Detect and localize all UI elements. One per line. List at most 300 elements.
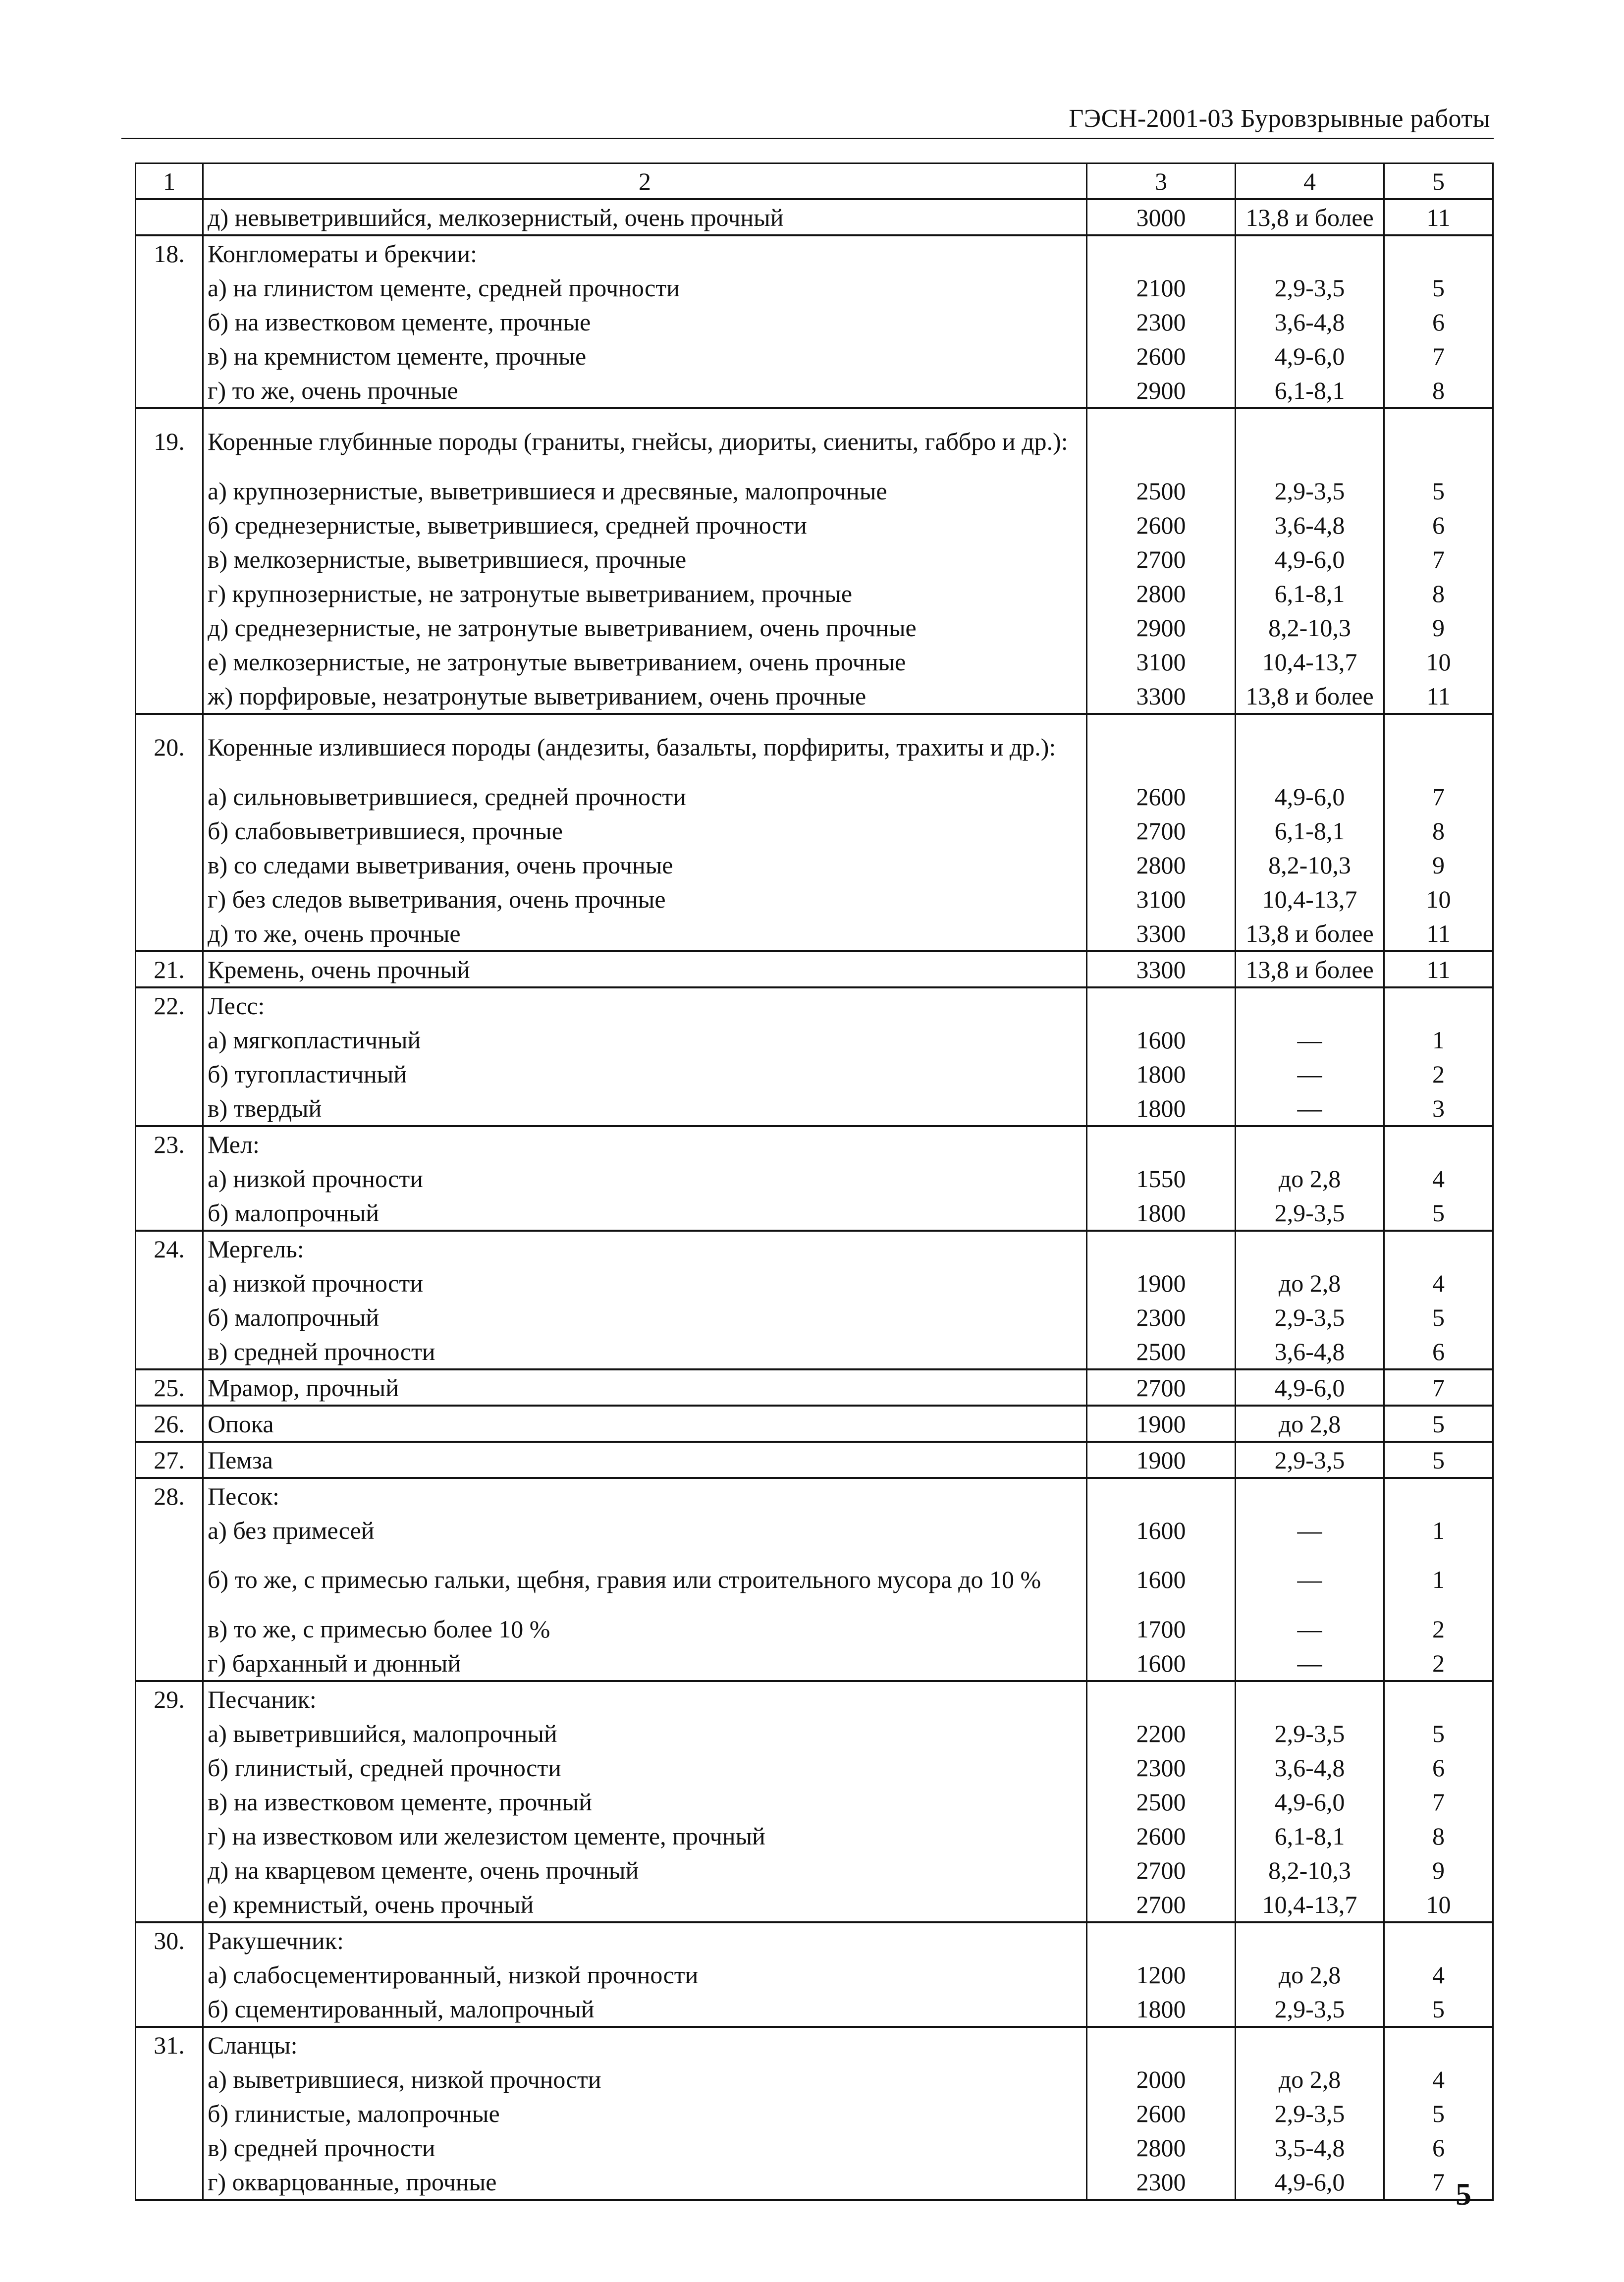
row-col3-cell: 1550 <box>1087 1161 1236 1195</box>
row-col4-cell <box>1236 2027 1384 2062</box>
row-col3-cell: 3300 <box>1087 951 1236 987</box>
row-description-cell: г) без следов выветривания, очень прочные <box>203 882 1087 916</box>
row-col3-cell: 2600 <box>1087 2096 1236 2130</box>
row-description-cell: а) без примесей <box>203 1513 1087 1547</box>
row-col5-cell: 4 <box>1384 1161 1493 1195</box>
row-description-cell: Коренные глубинные породы (граниты, гнейсы, диориты, сиениты, габбро и др.): <box>203 408 1087 474</box>
row-col3-cell <box>1087 714 1236 779</box>
column-header-5: 5 <box>1384 163 1493 200</box>
row-col3-cell: 2500 <box>1087 1334 1236 1369</box>
table-row <box>136 916 1493 951</box>
row-number-cell <box>136 508 203 542</box>
row-description-cell: б) среднезернистые, выветрившиеся, средней прочности <box>203 508 1087 542</box>
row-description-cell: а) выветрившийся, малопрочный <box>203 1716 1087 1750</box>
row-number-cell: 19. <box>136 408 203 474</box>
table-row <box>136 1750 1493 1785</box>
row-col5-cell: 6 <box>1384 2130 1493 2165</box>
row-description-cell: б) тугопластичный <box>203 1057 1087 1091</box>
page-number: 5 <box>1456 2176 1471 2212</box>
row-col5-cell <box>1384 408 1493 474</box>
row-description-cell: д) среднезернистые, не затронутые выветриванием, очень прочные <box>203 610 1087 645</box>
table-row <box>136 1887 1493 1922</box>
row-col3-cell: 1700 <box>1087 1612 1236 1646</box>
row-col3-cell: 2900 <box>1087 373 1236 408</box>
row-number-cell: 26. <box>136 1406 203 1442</box>
row-description-cell: б) на известковом цементе, прочные <box>203 305 1087 339</box>
row-col4-cell: — <box>1236 1547 1384 1612</box>
table-row <box>136 235 1493 271</box>
row-col3-cell: 3100 <box>1087 882 1236 916</box>
row-col3-cell: 3100 <box>1087 645 1236 679</box>
row-col3-cell: 1800 <box>1087 1091 1236 1126</box>
row-number-cell <box>136 2096 203 2130</box>
row-description-cell: г) барханный и дюнный <box>203 1646 1087 1681</box>
row-col4-cell: — <box>1236 1091 1384 1126</box>
row-col5-cell <box>1384 1681 1493 1716</box>
table-row <box>136 951 1493 987</box>
row-col3-cell <box>1087 1681 1236 1716</box>
row-number-cell <box>136 1992 203 2027</box>
table-row <box>136 1231 1493 1266</box>
row-col3-cell: 3300 <box>1087 916 1236 951</box>
row-col5-cell <box>1384 1922 1493 1957</box>
row-col4-cell: — <box>1236 1612 1384 1646</box>
row-col5-cell: 8 <box>1384 373 1493 408</box>
row-col3-cell: 2800 <box>1087 576 1236 610</box>
row-col5-cell: 2 <box>1384 1057 1493 1091</box>
row-number-cell <box>136 1195 203 1231</box>
row-number-cell <box>136 1161 203 1195</box>
row-number-cell <box>136 1023 203 1057</box>
table-row <box>136 610 1493 645</box>
row-col4-cell: 4,9-6,0 <box>1236 1785 1384 1819</box>
row-number-cell <box>136 1547 203 1612</box>
row-col4-cell: 2,9-3,5 <box>1236 2096 1384 2130</box>
row-col4-cell: 13,8 и более <box>1236 199 1384 235</box>
row-col4-cell: 13,8 и более <box>1236 916 1384 951</box>
row-number-cell <box>136 1057 203 1091</box>
row-description-cell: Лесс: <box>203 987 1087 1023</box>
row-description-cell: в) мелкозернистые, выветрившиеся, прочные <box>203 542 1087 576</box>
row-col5-cell: 6 <box>1384 1750 1493 1785</box>
row-number-cell <box>136 1646 203 1681</box>
table-row <box>136 1334 1493 1369</box>
table-row <box>136 2130 1493 2165</box>
row-col5-cell: 9 <box>1384 1853 1493 1887</box>
row-col5-cell: 11 <box>1384 916 1493 951</box>
row-col3-cell: 2700 <box>1087 1853 1236 1887</box>
row-col5-cell: 5 <box>1384 271 1493 305</box>
row-number-cell <box>136 1819 203 1853</box>
row-col5-cell: 11 <box>1384 951 1493 987</box>
row-col3-cell: 2700 <box>1087 1887 1236 1922</box>
row-description-cell: б) то же, с примесью гальки, щебня, гравия или строительного мусора до 10 % <box>203 1547 1087 1612</box>
row-col4-cell <box>1236 1478 1384 1513</box>
row-number-cell <box>136 610 203 645</box>
row-number-cell: 23. <box>136 1126 203 1161</box>
row-col3-cell <box>1087 987 1236 1023</box>
row-col4-cell: до 2,8 <box>1236 1161 1384 1195</box>
row-number-cell <box>136 474 203 508</box>
row-col3-cell <box>1087 1478 1236 1513</box>
row-description-cell: в) средней прочности <box>203 2130 1087 2165</box>
row-description-cell: г) окварцованные, прочные <box>203 2165 1087 2200</box>
column-header-3: 3 <box>1087 163 1236 200</box>
row-number-cell: 20. <box>136 714 203 779</box>
row-col3-cell <box>1087 408 1236 474</box>
row-description-cell: Конгломераты и брекчии: <box>203 235 1087 271</box>
row-col5-cell: 6 <box>1384 1334 1493 1369</box>
row-col5-cell: 7 <box>1384 1369 1493 1406</box>
row-col3-cell: 1900 <box>1087 1406 1236 1442</box>
row-col4-cell: 2,9-3,5 <box>1236 271 1384 305</box>
row-col4-cell <box>1236 408 1384 474</box>
table-row <box>136 2062 1493 2096</box>
row-col3-cell <box>1087 1126 1236 1161</box>
row-number-cell <box>136 305 203 339</box>
row-col4-cell: 2,9-3,5 <box>1236 1442 1384 1478</box>
row-col5-cell: 4 <box>1384 1957 1493 1992</box>
row-description-cell: в) на кремнистом цементе, прочные <box>203 339 1087 373</box>
row-col4-cell: 3,6-4,8 <box>1236 1750 1384 1785</box>
row-number-cell <box>136 271 203 305</box>
table-row <box>136 1681 1493 1716</box>
row-col4-cell: 6,1-8,1 <box>1236 814 1384 848</box>
row-number-cell <box>136 199 203 235</box>
row-col5-cell: 1 <box>1384 1023 1493 1057</box>
table-row <box>136 1126 1493 1161</box>
table-row <box>136 1992 1493 2027</box>
row-number-cell: 22. <box>136 987 203 1023</box>
row-description-cell: д) невыветрившийся, мелкозернистый, очень прочный <box>203 199 1087 235</box>
row-description-cell: а) низкой прочности <box>203 1266 1087 1300</box>
row-col3-cell: 2500 <box>1087 474 1236 508</box>
table-row <box>136 1513 1493 1547</box>
table-row <box>136 1057 1493 1091</box>
row-description-cell: б) малопрочный <box>203 1195 1087 1231</box>
row-col3-cell: 1900 <box>1087 1442 1236 1478</box>
row-col4-cell <box>1236 1126 1384 1161</box>
row-number-cell <box>136 882 203 916</box>
row-col5-cell: 2 <box>1384 1646 1493 1681</box>
rock-classification-table <box>135 163 1494 2201</box>
table-row <box>136 1300 1493 1334</box>
row-number-cell: 21. <box>136 951 203 987</box>
row-col3-cell: 2300 <box>1087 305 1236 339</box>
row-col4-cell: 2,9-3,5 <box>1236 474 1384 508</box>
table-row <box>136 1716 1493 1750</box>
row-col4-cell: 6,1-8,1 <box>1236 1819 1384 1853</box>
row-col5-cell: 11 <box>1384 199 1493 235</box>
row-col4-cell: 2,9-3,5 <box>1236 1300 1384 1334</box>
row-col4-cell: 3,6-4,8 <box>1236 1334 1384 1369</box>
row-col5-cell: 7 <box>1384 542 1493 576</box>
row-description-cell: д) то же, очень прочные <box>203 916 1087 951</box>
row-number-cell <box>136 1091 203 1126</box>
row-description-cell: а) низкой прочности <box>203 1161 1087 1195</box>
table-row <box>136 576 1493 610</box>
table-row <box>136 1478 1493 1513</box>
table-row <box>136 2165 1493 2200</box>
row-col4-cell: — <box>1236 1057 1384 1091</box>
row-col4-cell: 3,6-4,8 <box>1236 305 1384 339</box>
row-col5-cell <box>1384 235 1493 271</box>
row-col4-cell: — <box>1236 1513 1384 1547</box>
row-col3-cell: 2600 <box>1087 779 1236 814</box>
row-col4-cell: 10,4-13,7 <box>1236 1887 1384 1922</box>
row-col5-cell <box>1384 2027 1493 2062</box>
row-col5-cell: 3 <box>1384 1091 1493 1126</box>
table-row <box>136 1819 1493 1853</box>
row-col3-cell: 2700 <box>1087 1369 1236 1406</box>
table-row <box>136 1369 1493 1406</box>
row-col5-cell: 2 <box>1384 1612 1493 1646</box>
row-col4-cell: — <box>1236 1023 1384 1057</box>
table-row <box>136 2027 1493 2062</box>
row-col5-cell: 4 <box>1384 2062 1493 2096</box>
row-col4-cell <box>1236 235 1384 271</box>
row-number-cell <box>136 2165 203 2200</box>
table-row <box>136 714 1493 779</box>
row-col3-cell: 2500 <box>1087 1785 1236 1819</box>
table-row <box>136 848 1493 882</box>
row-description-cell: в) на известковом цементе, прочный <box>203 1785 1087 1819</box>
row-col5-cell <box>1384 1478 1493 1513</box>
row-col5-cell: 9 <box>1384 848 1493 882</box>
row-description-cell: г) то же, очень прочные <box>203 373 1087 408</box>
row-col4-cell: 2,9-3,5 <box>1236 1195 1384 1231</box>
table-row <box>136 1442 1493 1478</box>
row-col5-cell: 1 <box>1384 1547 1493 1612</box>
row-number-cell <box>136 645 203 679</box>
table-row <box>136 2096 1493 2130</box>
row-col3-cell: 1600 <box>1087 1547 1236 1612</box>
row-number-cell <box>136 679 203 714</box>
row-description-cell: б) глинистые, малопрочные <box>203 2096 1087 2130</box>
row-col5-cell <box>1384 1126 1493 1161</box>
row-number-cell <box>136 1612 203 1646</box>
table-row <box>136 1195 1493 1231</box>
row-description-cell: а) на глинистом цементе, средней прочности <box>203 271 1087 305</box>
row-col4-cell: 4,9-6,0 <box>1236 542 1384 576</box>
row-number-cell <box>136 1716 203 1750</box>
row-description-cell: Песчаник: <box>203 1681 1087 1716</box>
row-number-cell <box>136 1300 203 1334</box>
table-row <box>136 882 1493 916</box>
table-row <box>136 1266 1493 1300</box>
table-row <box>136 408 1493 474</box>
row-col3-cell: 2800 <box>1087 848 1236 882</box>
row-col3-cell <box>1087 1922 1236 1957</box>
row-col5-cell <box>1384 1231 1493 1266</box>
row-col5-cell: 10 <box>1384 882 1493 916</box>
row-number-cell: 28. <box>136 1478 203 1513</box>
row-number-cell: 31. <box>136 2027 203 2062</box>
column-header-2: 2 <box>203 163 1087 200</box>
header-rule <box>121 138 1494 139</box>
row-col3-cell <box>1087 2027 1236 2062</box>
row-col3-cell: 1200 <box>1087 1957 1236 1992</box>
row-col4-cell: до 2,8 <box>1236 1406 1384 1442</box>
row-col3-cell: 2000 <box>1087 2062 1236 2096</box>
row-col5-cell <box>1384 714 1493 779</box>
row-description-cell: Ракушечник: <box>203 1922 1087 1957</box>
row-description-cell: б) глинистый, средней прочности <box>203 1750 1087 1785</box>
row-number-cell <box>136 848 203 882</box>
table-row <box>136 199 1493 235</box>
row-col5-cell: 10 <box>1384 1887 1493 1922</box>
row-col3-cell: 2200 <box>1087 1716 1236 1750</box>
row-col5-cell: 9 <box>1384 610 1493 645</box>
row-description-cell: д) на кварцевом цементе, очень прочный <box>203 1853 1087 1887</box>
table-body <box>136 199 1493 2200</box>
table-row <box>136 305 1493 339</box>
table-row <box>136 1406 1493 1442</box>
row-col5-cell: 5 <box>1384 474 1493 508</box>
row-col5-cell <box>1384 987 1493 1023</box>
row-col3-cell: 2700 <box>1087 814 1236 848</box>
table-row <box>136 814 1493 848</box>
row-col3-cell: 1800 <box>1087 1057 1236 1091</box>
table-row <box>136 1646 1493 1681</box>
row-col4-cell: — <box>1236 1646 1384 1681</box>
row-col3-cell: 1900 <box>1087 1266 1236 1300</box>
row-number-cell: 27. <box>136 1442 203 1478</box>
row-col4-cell: 3,6-4,8 <box>1236 508 1384 542</box>
row-col4-cell: 2,9-3,5 <box>1236 1992 1384 2027</box>
row-col4-cell: 4,9-6,0 <box>1236 1369 1384 1406</box>
row-col4-cell: до 2,8 <box>1236 1266 1384 1300</box>
row-description-cell: Мел: <box>203 1126 1087 1161</box>
row-description-cell: а) крупнозернистые, выветрившиеся и дресвяные, малопрочные <box>203 474 1087 508</box>
row-col3-cell: 3000 <box>1087 199 1236 235</box>
row-col5-cell: 6 <box>1384 305 1493 339</box>
row-col5-cell: 8 <box>1384 814 1493 848</box>
running-header: ГЭСН-2001-03 Буровзрывные работы <box>1069 105 1490 133</box>
column-header-4: 4 <box>1236 163 1384 200</box>
table-row <box>136 271 1493 305</box>
table-row <box>136 1612 1493 1646</box>
row-description-cell: г) крупнозернистые, не затронутые выветриванием, прочные <box>203 576 1087 610</box>
row-col4-cell: 6,1-8,1 <box>1236 373 1384 408</box>
row-col4-cell: 8,2-10,3 <box>1236 1853 1384 1887</box>
row-col4-cell: 4,9-6,0 <box>1236 339 1384 373</box>
row-col4-cell <box>1236 1922 1384 1957</box>
row-description-cell: Мергель: <box>203 1231 1087 1266</box>
row-col5-cell: 8 <box>1384 1819 1493 1853</box>
row-col3-cell: 1800 <box>1087 1195 1236 1231</box>
row-description-cell: Мрамор, прочный <box>203 1369 1087 1406</box>
table-row <box>136 679 1493 714</box>
row-col5-cell: 5 <box>1384 1992 1493 2027</box>
table-row <box>136 373 1493 408</box>
row-col5-cell: 5 <box>1384 2096 1493 2130</box>
row-col3-cell: 1800 <box>1087 1992 1236 2027</box>
row-number-cell: 18. <box>136 235 203 271</box>
row-col5-cell: 6 <box>1384 508 1493 542</box>
table-row <box>136 542 1493 576</box>
row-col3-cell: 1600 <box>1087 1646 1236 1681</box>
row-col4-cell: 3,5-4,8 <box>1236 2130 1384 2165</box>
row-number-cell <box>136 1750 203 1785</box>
row-number-cell <box>136 1334 203 1369</box>
row-col3-cell: 2300 <box>1087 1300 1236 1334</box>
row-col5-cell: 11 <box>1384 679 1493 714</box>
column-header-1: 1 <box>136 163 203 200</box>
row-col3-cell: 2700 <box>1087 542 1236 576</box>
table-row <box>136 508 1493 542</box>
row-description-cell: Песок: <box>203 1478 1087 1513</box>
row-col3-cell: 2600 <box>1087 508 1236 542</box>
row-col3-cell: 1600 <box>1087 1023 1236 1057</box>
table-row <box>136 339 1493 373</box>
row-col4-cell: 2,9-3,5 <box>1236 1716 1384 1750</box>
row-col3-cell: 2300 <box>1087 2165 1236 2200</box>
row-description-cell: а) сильновыветрившиеся, средней прочности <box>203 779 1087 814</box>
row-col4-cell <box>1236 1231 1384 1266</box>
row-col4-cell: 4,9-6,0 <box>1236 779 1384 814</box>
row-col4-cell: до 2,8 <box>1236 1957 1384 1992</box>
row-col5-cell: 5 <box>1384 1442 1493 1478</box>
row-col3-cell: 2300 <box>1087 1750 1236 1785</box>
row-description-cell: б) малопрочный <box>203 1300 1087 1334</box>
row-number-cell <box>136 1887 203 1922</box>
row-number-cell <box>136 1266 203 1300</box>
row-number-cell <box>136 2062 203 2096</box>
row-col4-cell: 13,8 и более <box>1236 951 1384 987</box>
row-number-cell: 30. <box>136 1922 203 1957</box>
row-number-cell <box>136 542 203 576</box>
row-description-cell: ж) порфировые, незатронутые выветриванием, очень прочные <box>203 679 1087 714</box>
row-col4-cell: 10,4-13,7 <box>1236 645 1384 679</box>
row-col3-cell: 3300 <box>1087 679 1236 714</box>
row-col5-cell: 7 <box>1384 779 1493 814</box>
row-number-cell <box>136 1513 203 1547</box>
row-description-cell: а) мягкопластичный <box>203 1023 1087 1057</box>
row-description-cell: а) слабосцементированный, низкой прочности <box>203 1957 1087 1992</box>
table-row <box>136 1853 1493 1887</box>
row-col5-cell: 7 <box>1384 339 1493 373</box>
row-description-cell: Кремень, очень прочный <box>203 951 1087 987</box>
row-description-cell: е) кремнистый, очень прочный <box>203 1887 1087 1922</box>
row-number-cell <box>136 916 203 951</box>
row-number-cell: 24. <box>136 1231 203 1266</box>
row-description-cell: б) слабовыветрившиеся, прочные <box>203 814 1087 848</box>
row-col3-cell: 2600 <box>1087 339 1236 373</box>
row-description-cell: а) выветрившиеся, низкой прочности <box>203 2062 1087 2096</box>
table-row <box>136 1023 1493 1057</box>
row-col5-cell: 7 <box>1384 2165 1493 2200</box>
table-row <box>136 987 1493 1023</box>
row-col5-cell: 10 <box>1384 645 1493 679</box>
row-description-cell: в) твердый <box>203 1091 1087 1126</box>
row-description-cell: в) со следами выветривания, очень прочные <box>203 848 1087 882</box>
row-number-cell <box>136 339 203 373</box>
column-number-row <box>136 163 1493 200</box>
row-col3-cell: 2900 <box>1087 610 1236 645</box>
row-col3-cell: 2600 <box>1087 1819 1236 1853</box>
row-col5-cell: 5 <box>1384 1406 1493 1442</box>
table-row <box>136 645 1493 679</box>
row-description-cell: в) средней прочности <box>203 1334 1087 1369</box>
row-col4-cell <box>1236 987 1384 1023</box>
row-col5-cell: 4 <box>1384 1266 1493 1300</box>
row-description-cell: г) на известковом или железистом цементе, прочный <box>203 1819 1087 1853</box>
table-row <box>136 1091 1493 1126</box>
row-col5-cell: 5 <box>1384 1300 1493 1334</box>
row-col4-cell <box>1236 1681 1384 1716</box>
row-number-cell <box>136 576 203 610</box>
